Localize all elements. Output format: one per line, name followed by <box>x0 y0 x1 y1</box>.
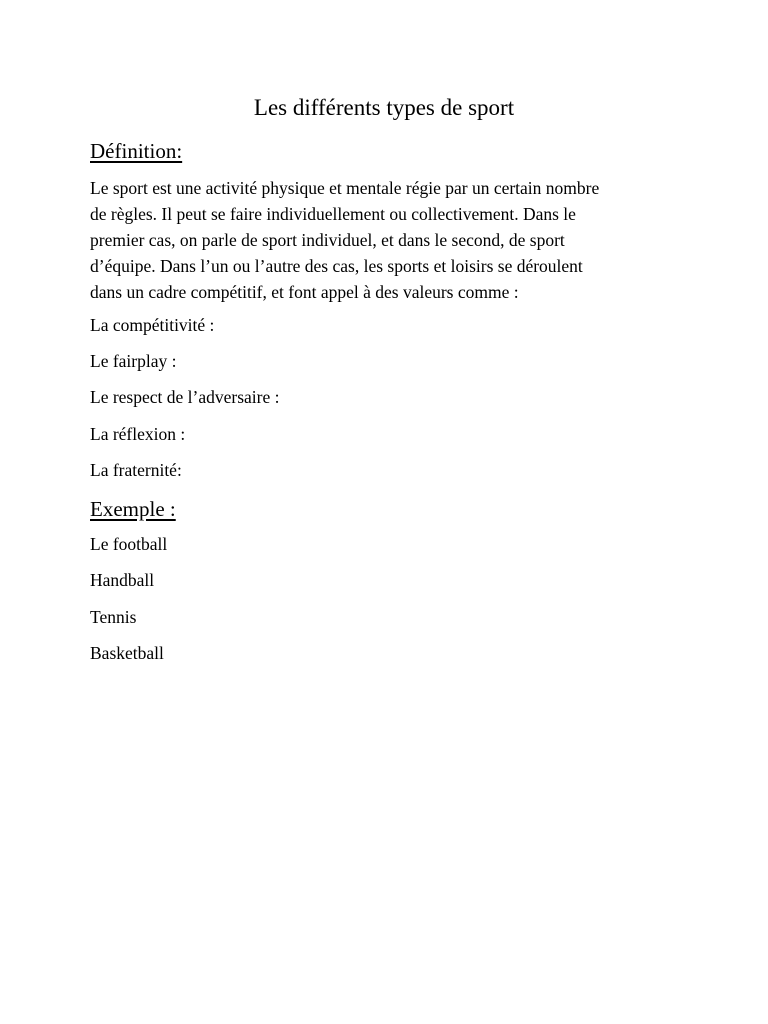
definition-line: Le sport est une activité physique et mentale régie par un certain nombre <box>90 178 600 198</box>
definition-paragraph <box>90 175 690 305</box>
definition-line: premier cas, on parle de sport individuel, et dans le second, de sport <box>90 230 565 250</box>
value-item-competitivite: La compétitivité : <box>90 315 215 335</box>
value-item-fraternite: La fraternité: <box>90 460 182 480</box>
definition-line: de règles. Il peut se faire individuellement ou collectivement. Dans le <box>90 204 576 224</box>
document-title: Les différents types de sport <box>253 95 515 120</box>
example-item-tennis: Tennis <box>90 607 137 627</box>
example-item-football: Le football <box>90 534 168 554</box>
value-item-fairplay: Le fairplay : <box>90 351 177 371</box>
value-item-respect: Le respect de l’adversaire : <box>90 387 280 407</box>
definition-line: d’équipe. Dans l’un ou l’autre des cas, les sports et loisirs se déroulent <box>90 256 583 276</box>
example-item-basketball: Basketball <box>90 643 164 663</box>
definition-line: dans un cadre compétitif, et font appel à des valeurs comme : <box>90 282 519 302</box>
value-item-reflexion: La réflexion : <box>90 424 186 444</box>
example-heading: Exemple : <box>90 497 176 521</box>
example-item-handball: Handball <box>90 570 155 590</box>
definition-heading: Définition: <box>90 139 183 163</box>
